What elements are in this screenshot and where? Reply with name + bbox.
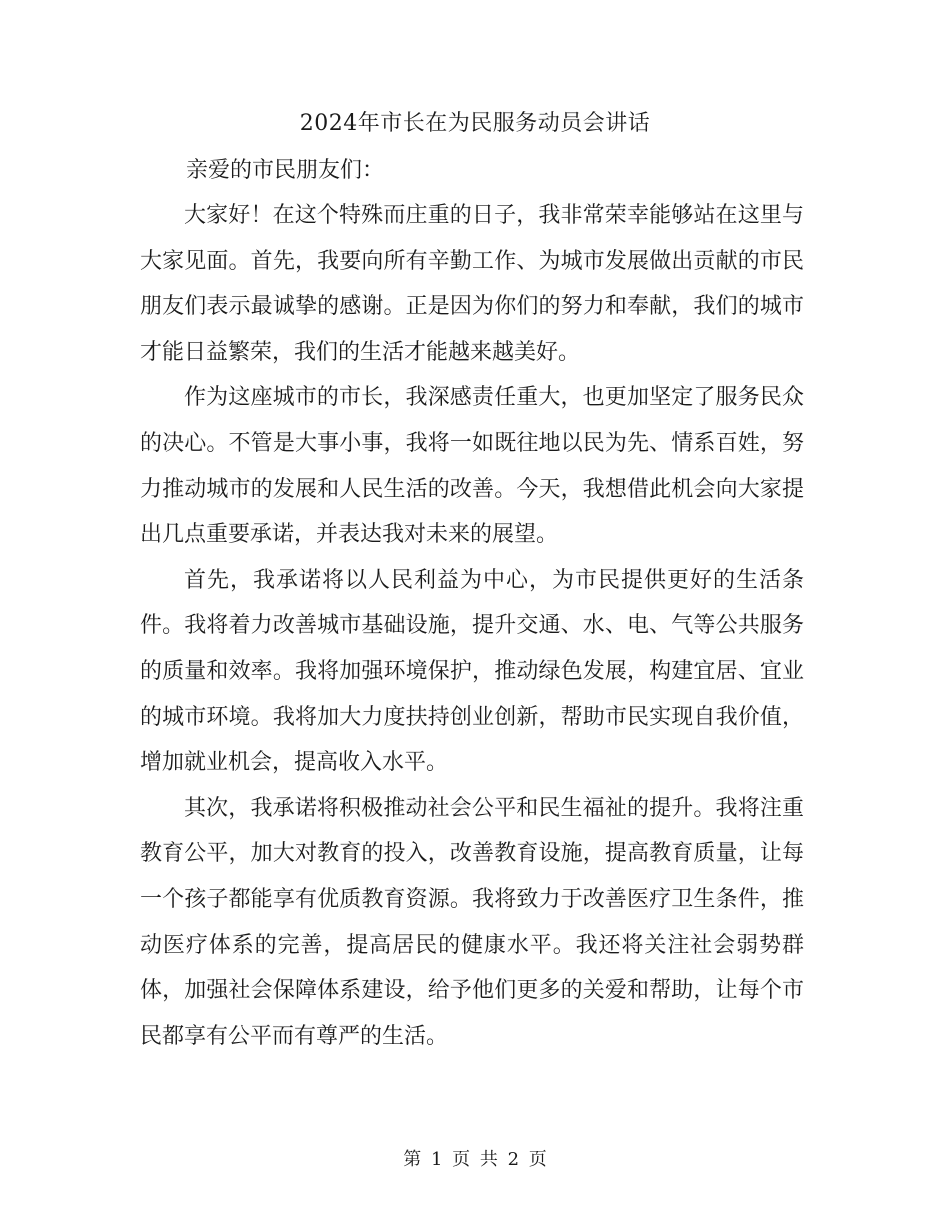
paragraph: 首先，我承诺将以人民利益为中心，为市民提供更好的生活条件。我将着力改善城市基础设施，提升交通、水、电、气等公共服务的质量和效率。我将加强环境保护，推动绿色发展，构建宜居、宜业的城市环境。我将加大力度扶持创业创新，帮助市民实现自我价值，增加就业机会，提高收入水平。 <box>140 567 804 776</box>
paragraph: 其次，我承诺将积极推动社会公平和民生福祉的提升。我将注重教育公平，加大对教育的投入，改善教育设施，提高教育质量，让每一个孩子都能享有优质教育资源。我将致力于改善医疗卫生条件，推动医疗体系的完善，提高居民的健康水平。我还将关注社会弱势群体，加强社会保障体系建设，给予他们更多的关爱和帮助，让每个市民都享有公平而有尊严的生活。 <box>140 795 804 1049</box>
salutation: 亲爱的市民朋友们： <box>186 158 385 183</box>
document-title: 2024年市长在为民服务动员会讲话 <box>299 111 651 136</box>
page-number-footer: 第 1 页 共 2 页 <box>403 1149 547 1170</box>
document-body <box>140 193 804 1059</box>
paragraph: 作为这座城市的市长，我深感责任重大，也更加坚定了服务民众的决心。不管是大事小事，我将一如既往地以民为先、情系百姓，努力推动城市的发展和人民生活的改善。今天，我想借此机会向大家提出几点重要承诺，并表达我对未来的展望。 <box>140 385 804 548</box>
paragraph: 大家好！在这个特殊而庄重的日子，我非常荣幸能够站在这里与大家见面。首先，我要向所有辛勤工作、为城市发展做出贡献的市民朋友们表示最诚挚的感谢。正是因为你们的努力和奉献，我们的城市才能日益繁荣，我们的生活才能越来越美好。 <box>140 203 804 365</box>
